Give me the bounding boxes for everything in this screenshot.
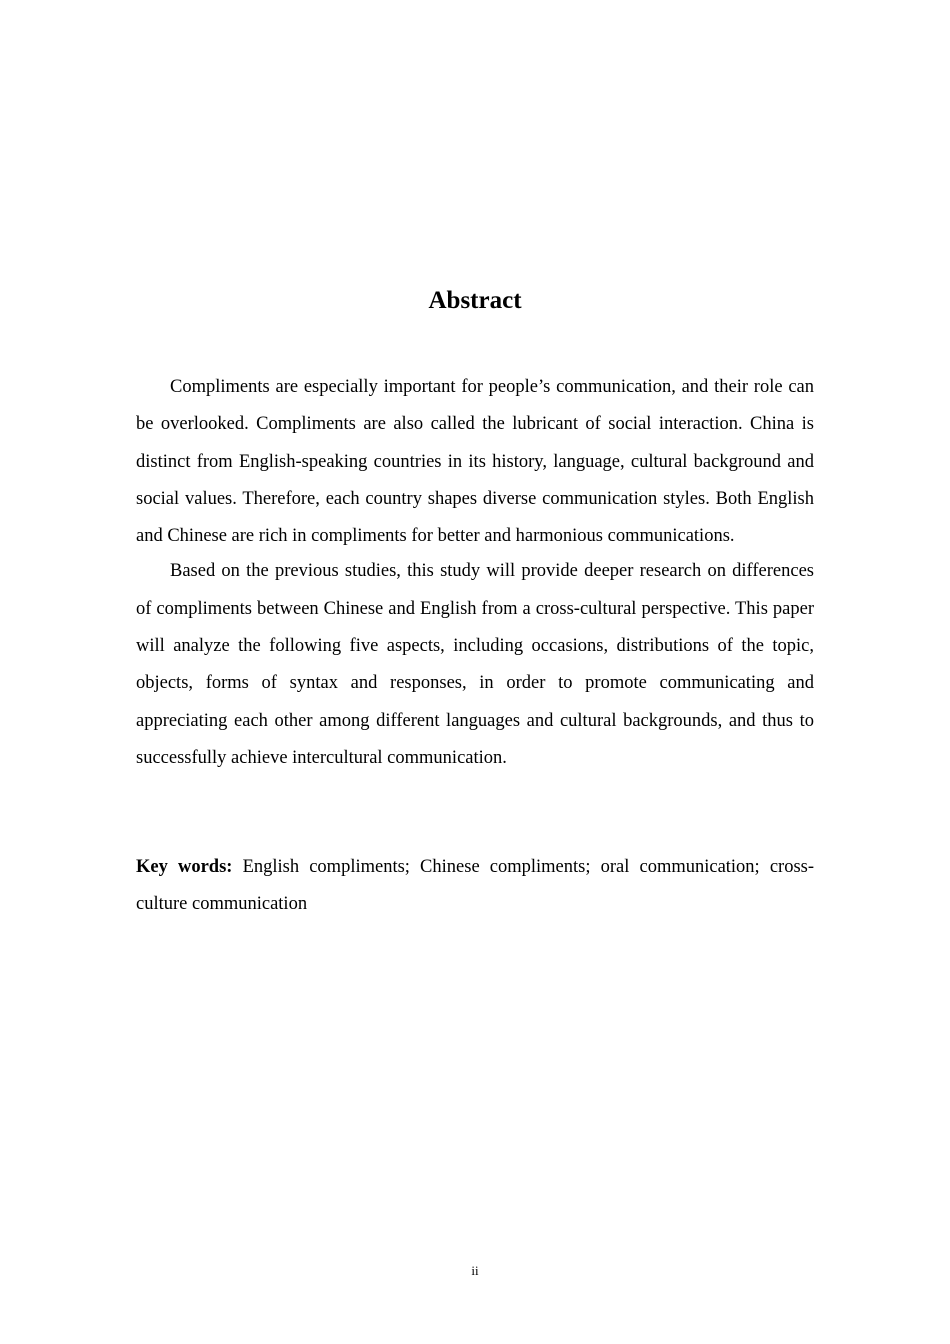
keywords-line xyxy=(136,849,814,924)
keywords-text: English compliments; Chinese compliments; oral communication; cross-culture communication xyxy=(136,857,815,915)
abstract-body xyxy=(136,369,814,775)
page-number: ii xyxy=(471,1263,479,1278)
keywords-label: Key words: xyxy=(136,857,233,877)
page-title: Abstract xyxy=(428,287,522,314)
abstract-paragraph-2: Based on the previous studies, this study will provide deeper research on differences of compliments between Chinese and English from a cross-cultural perspective. This paper will analyze the following five aspects, including occasions, distributions of the topic, objects, forms of syntax and responses, in order to promote communicating and appreciating each other among different languages and cultural backgrounds, and thus to successfully achieve intercultural communication. xyxy=(136,561,814,768)
abstract-paragraph-1: Compliments are especially important for people’s communication, and their role can be overlooked. Compliments are also called the lubricant of social interaction. China is distinct from English-speaking countries in its history, language, cultural background and social values. Therefore, each country shapes diverse communication styles. Both English and Chinese are rich in compliments for better and harmonious communications. xyxy=(136,377,814,547)
